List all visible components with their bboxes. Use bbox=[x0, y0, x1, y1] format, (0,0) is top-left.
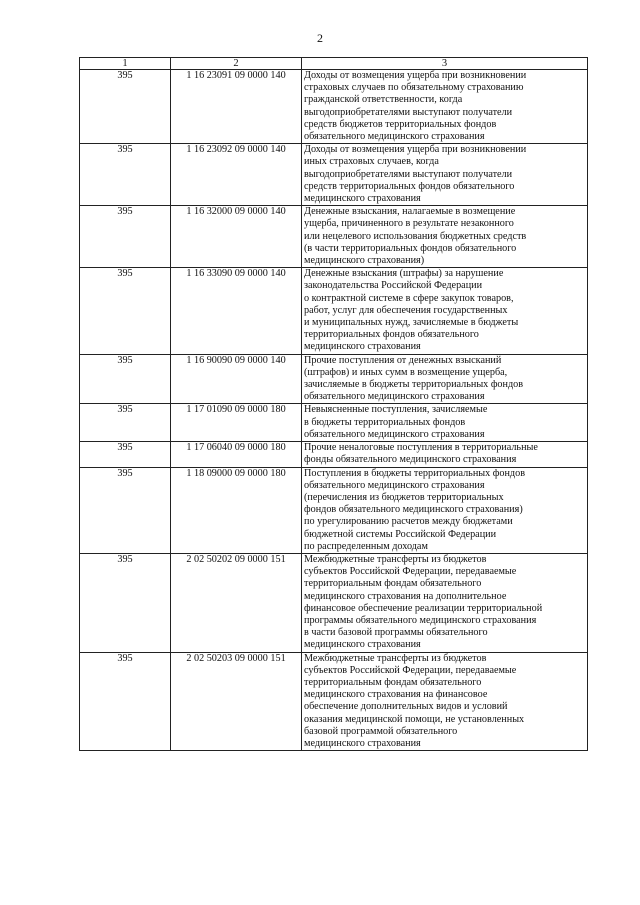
revenue-description-cell bbox=[302, 144, 588, 206]
description-line: медицинского страхования bbox=[304, 193, 421, 205]
revenue-description-cell bbox=[302, 467, 588, 553]
description-line: иных страховых случаев, когда bbox=[304, 156, 439, 168]
table-row bbox=[80, 268, 588, 354]
description-line: в бюджеты территориальных фондов bbox=[304, 416, 466, 428]
description-line: Денежные взыскания, налагаемые в возмещение bbox=[304, 206, 516, 218]
admin-code-cell: 395 bbox=[80, 354, 171, 404]
description-line: или нецелевого использования бюджетных средств bbox=[304, 230, 527, 242]
budget-classification-code-cell: 1 16 23092 09 0000 140 bbox=[171, 144, 302, 206]
budget-classification-code-cell: 1 16 23091 09 0000 140 bbox=[171, 70, 302, 144]
description-line: работ, услуг для обеспечения государственных bbox=[304, 304, 508, 316]
description-line: медицинского страхования bbox=[304, 341, 421, 353]
description-line: оказания медицинской помощи, не установленных bbox=[304, 713, 525, 725]
column-header-3: 3 bbox=[302, 58, 588, 70]
description-line: территориальным фондам обязательного bbox=[304, 578, 482, 590]
description-line: территориальных фондов обязательного bbox=[304, 329, 479, 341]
budget-classification-code-cell: 2 02 50202 09 0000 151 bbox=[171, 553, 302, 652]
revenue-description-cell bbox=[302, 652, 588, 751]
description-line: Доходы от возмещения ущерба при возникновении bbox=[304, 70, 527, 81]
table-row bbox=[80, 652, 588, 751]
budget-classification-code-cell: 1 17 06040 09 0000 180 bbox=[171, 442, 302, 467]
description-line: (в части территориальных фондов обязательного bbox=[304, 242, 517, 254]
budget-classification-code-cell: 1 16 32000 09 0000 140 bbox=[171, 206, 302, 268]
page-number: 2 bbox=[317, 31, 323, 45]
description-line: Невыясненные поступления, зачисляемые bbox=[304, 404, 488, 416]
description-line: Поступления в бюджеты территориальных фондов bbox=[304, 467, 526, 479]
table-row bbox=[80, 467, 588, 553]
description-line: Межбюджетные трансферты из бюджетов bbox=[304, 652, 487, 664]
description-line: медицинского страхования bbox=[304, 737, 421, 749]
revenue-description-cell bbox=[302, 404, 588, 442]
table-body bbox=[80, 70, 588, 751]
description-line: в части базовой программы обязательного bbox=[304, 627, 488, 639]
description-line: Прочие неналоговые поступления в территориальные bbox=[304, 442, 538, 454]
description-line: средств территориальных фондов обязательного bbox=[304, 180, 515, 192]
description-line: программы обязательного медицинского страхования bbox=[304, 614, 537, 626]
description-line: о контрактной системе в сфере закупок товаров, bbox=[304, 292, 514, 304]
description-line: выгодоприобретателями выступают получатели bbox=[304, 106, 513, 118]
admin-code-cell: 395 bbox=[80, 467, 171, 553]
admin-code-cell: 395 bbox=[80, 442, 171, 467]
budget-classification-code-cell: 1 16 33090 09 0000 140 bbox=[171, 268, 302, 354]
revenue-description-cell bbox=[302, 553, 588, 652]
description-line: медицинского страхования) bbox=[304, 255, 425, 267]
description-line: по распределенным доходам bbox=[304, 540, 428, 552]
description-line: обязательного медицинского страхования bbox=[304, 391, 485, 403]
description-line: обязательного медицинского страхования bbox=[304, 479, 485, 491]
budget-codes-table bbox=[79, 57, 588, 751]
description-line: и муниципальных нужд, зачисляемые в бюджеты bbox=[304, 317, 519, 329]
description-line: Межбюджетные трансферты из бюджетов bbox=[304, 553, 487, 565]
revenue-description-cell bbox=[302, 70, 588, 144]
admin-code-cell: 395 bbox=[80, 404, 171, 442]
description-line: Прочие поступления от денежных взысканий bbox=[304, 354, 502, 366]
table-row bbox=[80, 354, 588, 404]
table-row bbox=[80, 70, 588, 144]
table-row bbox=[80, 206, 588, 268]
description-line: (перечисления из бюджетов территориальных bbox=[304, 491, 504, 503]
description-line: средств бюджетов территориальных фондов bbox=[304, 118, 497, 130]
column-header-1: 1 bbox=[80, 58, 171, 70]
description-line: законодательства Российской Федерации bbox=[304, 280, 483, 292]
description-line: финансовое обеспечение реализации территориальной bbox=[304, 602, 543, 614]
revenue-description-cell bbox=[302, 442, 588, 467]
description-line: Доходы от возмещения ущерба при возникновении bbox=[304, 144, 527, 156]
description-line: ущерба, причиненного в результате незаконного bbox=[304, 218, 514, 230]
admin-code-cell: 395 bbox=[80, 268, 171, 354]
description-line: медицинского страхования bbox=[304, 639, 421, 651]
admin-code-cell: 395 bbox=[80, 553, 171, 652]
description-line: выгодоприобретателями выступают получатели bbox=[304, 168, 513, 180]
admin-code-cell: 395 bbox=[80, 144, 171, 206]
description-line: субъектов Российской Федерации, передаваемые bbox=[304, 664, 517, 676]
description-line: Денежные взыскания (штрафы) за нарушение bbox=[304, 268, 504, 280]
description-line: обеспечение дополнительных видов и условий bbox=[304, 701, 508, 713]
revenue-description-cell bbox=[302, 354, 588, 404]
table-row bbox=[80, 404, 588, 442]
admin-code-cell: 395 bbox=[80, 206, 171, 268]
table-row bbox=[80, 553, 588, 652]
description-line: базовой программой обязательного bbox=[304, 725, 458, 737]
budget-classification-code-cell: 2 02 50203 09 0000 151 bbox=[171, 652, 302, 751]
table-row bbox=[80, 144, 588, 206]
description-line: страховых случаев по обязательному страхованию bbox=[304, 82, 524, 94]
revenue-description-cell bbox=[302, 268, 588, 354]
budget-classification-code-cell: 1 18 09000 09 0000 180 bbox=[171, 467, 302, 553]
description-line: субъектов Российской Федерации, передаваемые bbox=[304, 566, 517, 578]
description-line: фонды обязательного медицинского страхования bbox=[304, 454, 517, 466]
description-line: медицинского страхования на дополнительное bbox=[304, 590, 507, 602]
description-line: обязательного медицинского страхования bbox=[304, 428, 485, 440]
description-line: гражданской ответственности, когда bbox=[304, 94, 463, 106]
column-header-2: 2 bbox=[171, 58, 302, 70]
description-line: по урегулированию расчетов между бюджетами bbox=[304, 516, 513, 528]
budget-classification-code-cell: 1 16 90090 09 0000 140 bbox=[171, 354, 302, 404]
admin-code-cell: 395 bbox=[80, 70, 171, 144]
description-line: фондов обязательного медицинского страхования) bbox=[304, 504, 523, 516]
table-row bbox=[80, 442, 588, 467]
description-line: зачисляемые в бюджеты территориальных фондов bbox=[304, 379, 524, 391]
admin-code-cell: 395 bbox=[80, 652, 171, 751]
revenue-description-cell bbox=[302, 206, 588, 268]
description-line: бюджетной системы Российской Федерации bbox=[304, 528, 497, 540]
description-line: территориальным фондам обязательного bbox=[304, 676, 482, 688]
description-line: обязательного медицинского страхования bbox=[304, 131, 485, 143]
budget-classification-code-cell: 1 17 01090 09 0000 180 bbox=[171, 404, 302, 442]
table-header-row bbox=[80, 58, 588, 70]
description-line: медицинского страхования на финансовое bbox=[304, 689, 488, 701]
description-line: (штрафов) и иных сумм в возмещение ущерба, bbox=[304, 366, 508, 378]
